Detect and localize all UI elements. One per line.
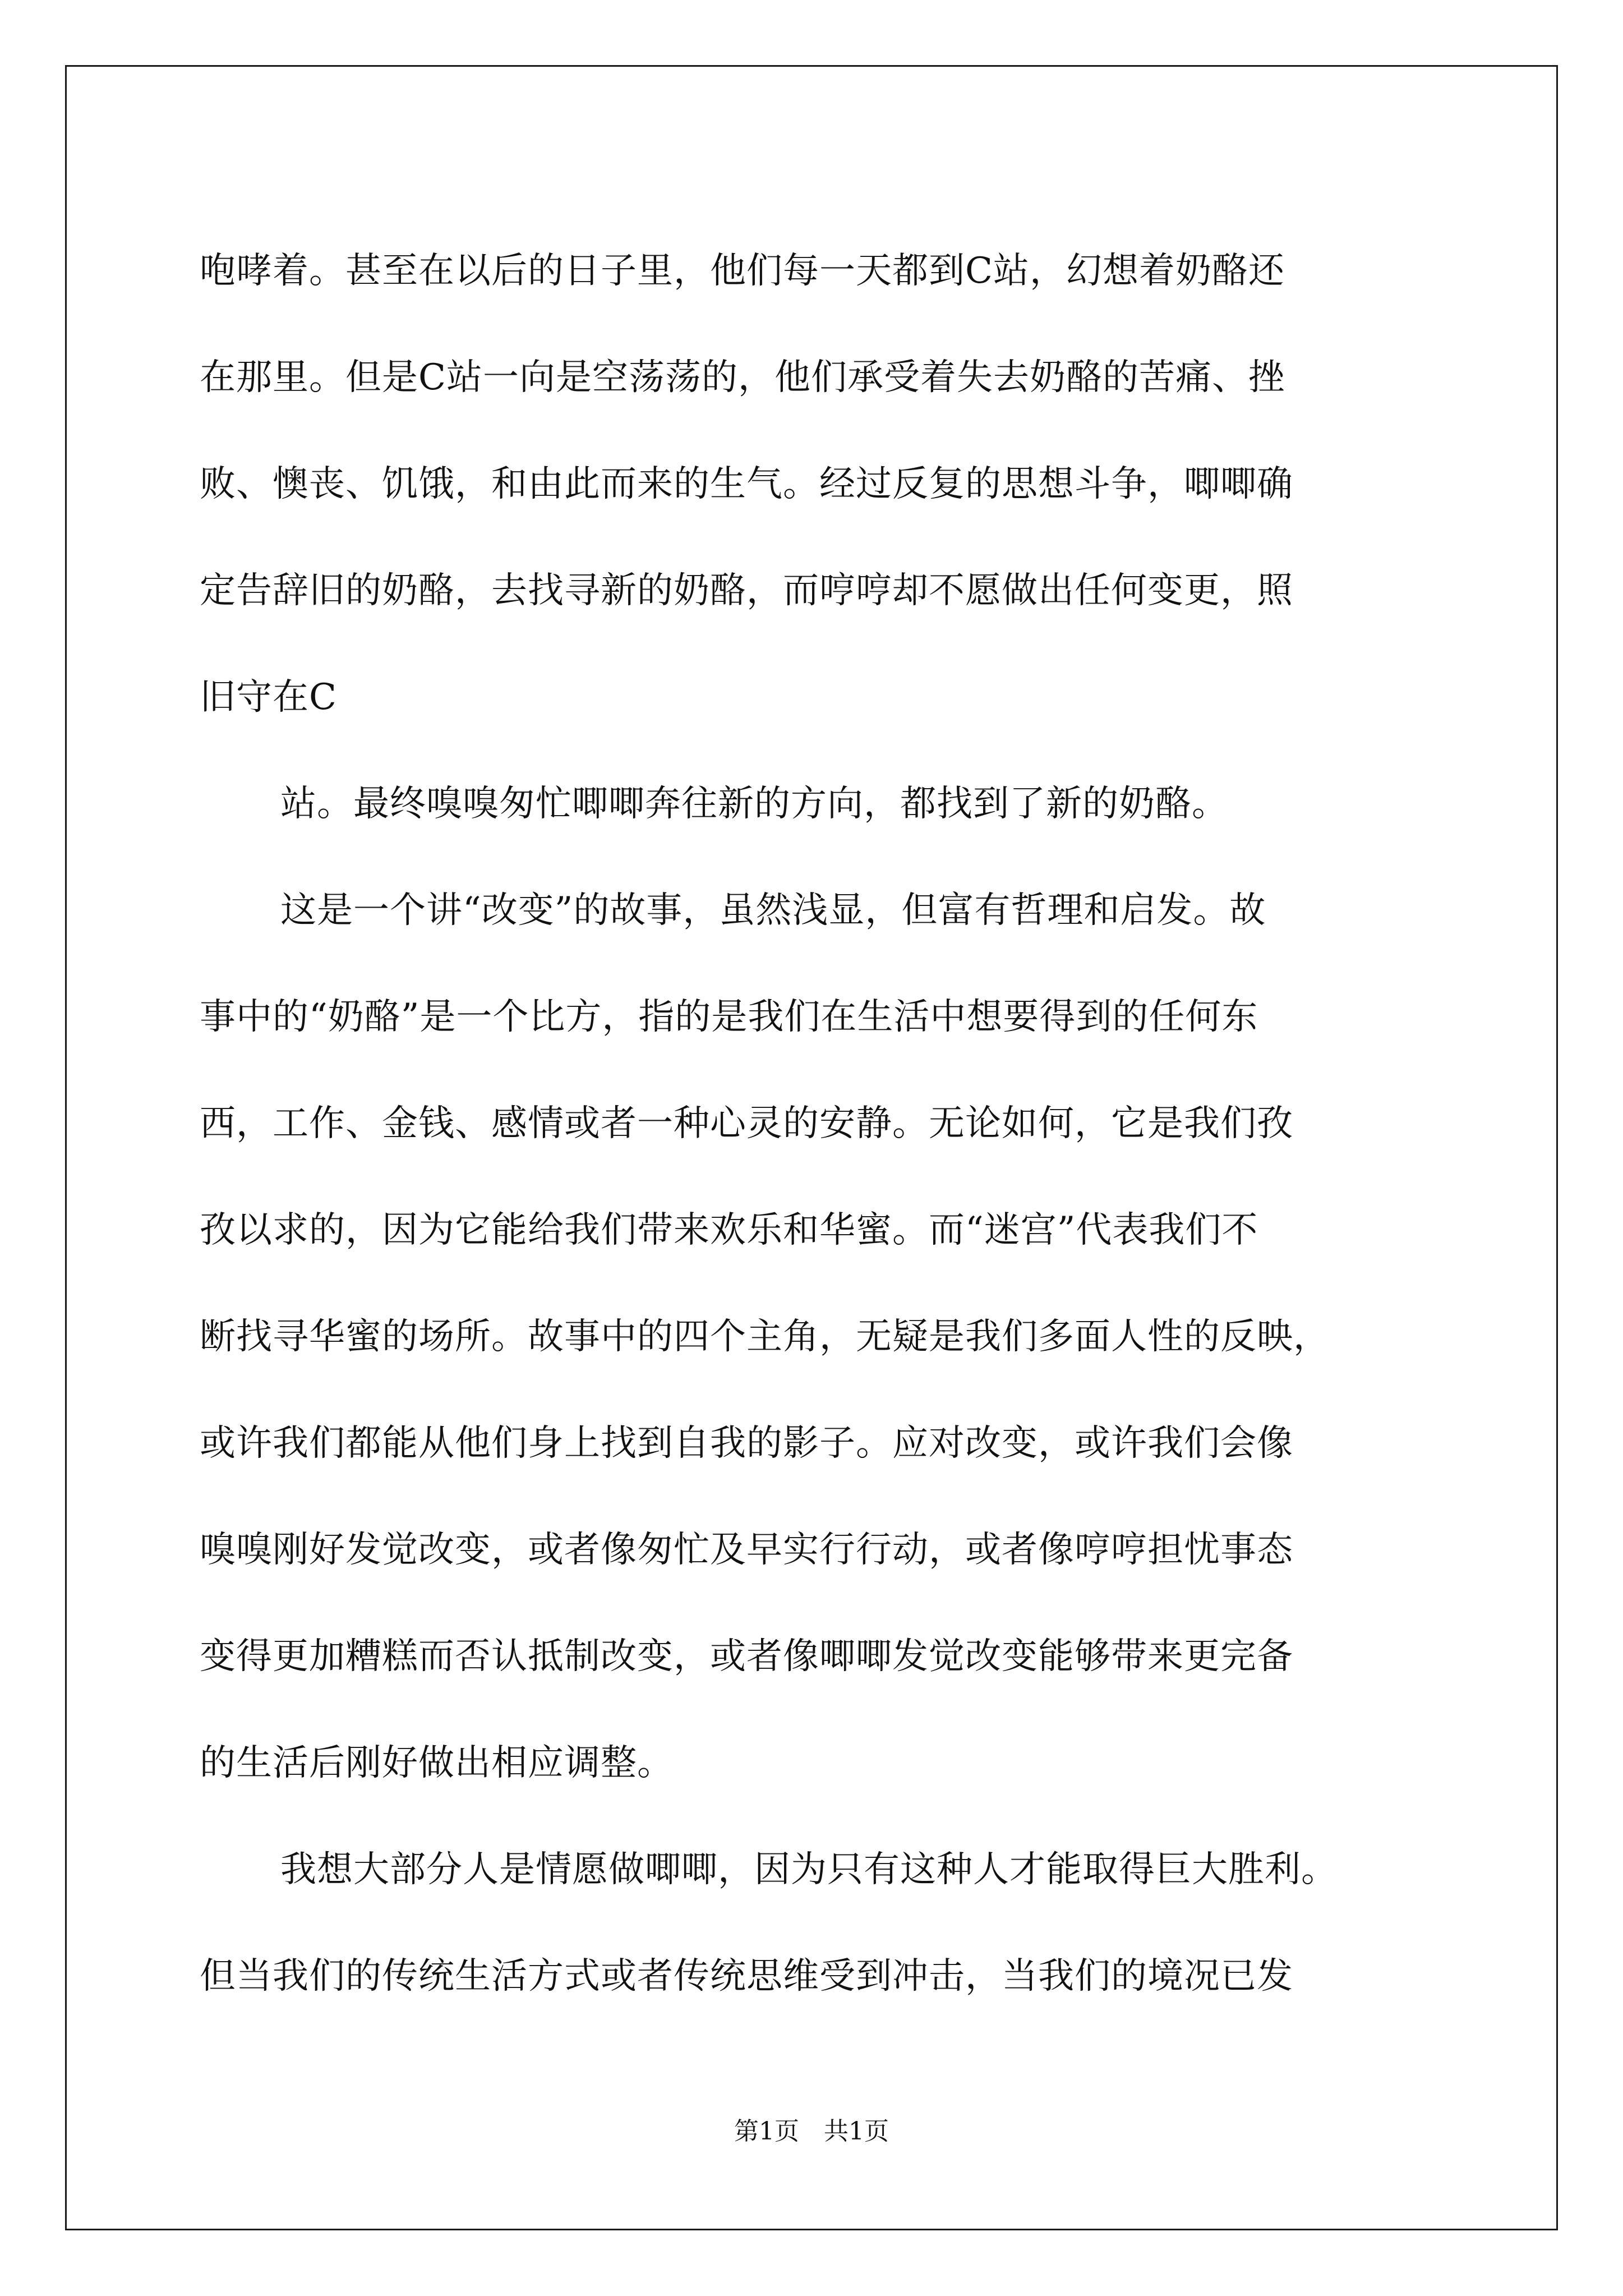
page-number-footer: 第1页 共1页	[734, 2117, 889, 2146]
text-line: 咆哮着。甚至在以后的日子里，他们每一天都到C站，幻想着奶酪还	[200, 250, 1285, 292]
text-line: 站。最终嗅嗅匆忙唧唧奔往新的方向，都找到了新的奶酪。	[280, 783, 1228, 825]
text-line: 断找寻华蜜的场所。故事中的四个主角，无疑是我们多面人性的反映，	[200, 1316, 1330, 1358]
text-line: 事中的“奶酪”是一个比方，指的是我们在生活中想要得到的任何东	[200, 996, 1258, 1038]
text-line: 变得更加糟糕而否认抵制改变，或者像唧唧发觉改变能够带来更完备	[200, 1636, 1293, 1677]
text-line: 但当我们的传统生活方式或者传统思维受到冲击，当我们的境况已发	[200, 1955, 1293, 1997]
document-body	[200, 218, 1439, 2030]
text-line: 定告辞旧的奶酪，去找寻新的奶酪，而哼哼却不愿做出任何变更，照	[200, 570, 1293, 611]
text-line: 旧守在C	[200, 677, 337, 718]
text-line: 我想大部分人是情愿做唧唧，因为只有这种人才能取得巨大胜利。	[280, 1849, 1338, 1890]
text-line: 在那里。但是C站一向是空荡荡的，他们承受着失去奶酪的苦痛、挫	[200, 357, 1285, 398]
text-line: 这是一个讲“改变”的故事，虽然浅显，但富有哲理和启发。故	[280, 890, 1266, 931]
text-line: 的生活后刚好做出相应调整。	[200, 1742, 674, 1784]
text-line: 西，工作、金钱、感情或者一种心灵的安静。无论如何，它是我们孜	[200, 1103, 1293, 1144]
text-line: 败、懊丧、饥饿，和由此而来的生气。经过反复的思想斗争，唧唧确	[200, 463, 1293, 505]
text-line: 孜以求的，因为它能给我们带来欢乐和华蜜。而“迷宫”代表我们不	[200, 1209, 1258, 1251]
text-line: 或许我们都能从他们身上找到自我的影子。应对改变，或许我们会像	[200, 1423, 1293, 1464]
text-line: 嗅嗅刚好发觉改变，或者像匆忙及早实行行动，或者像哼哼担忧事态	[200, 1529, 1293, 1571]
